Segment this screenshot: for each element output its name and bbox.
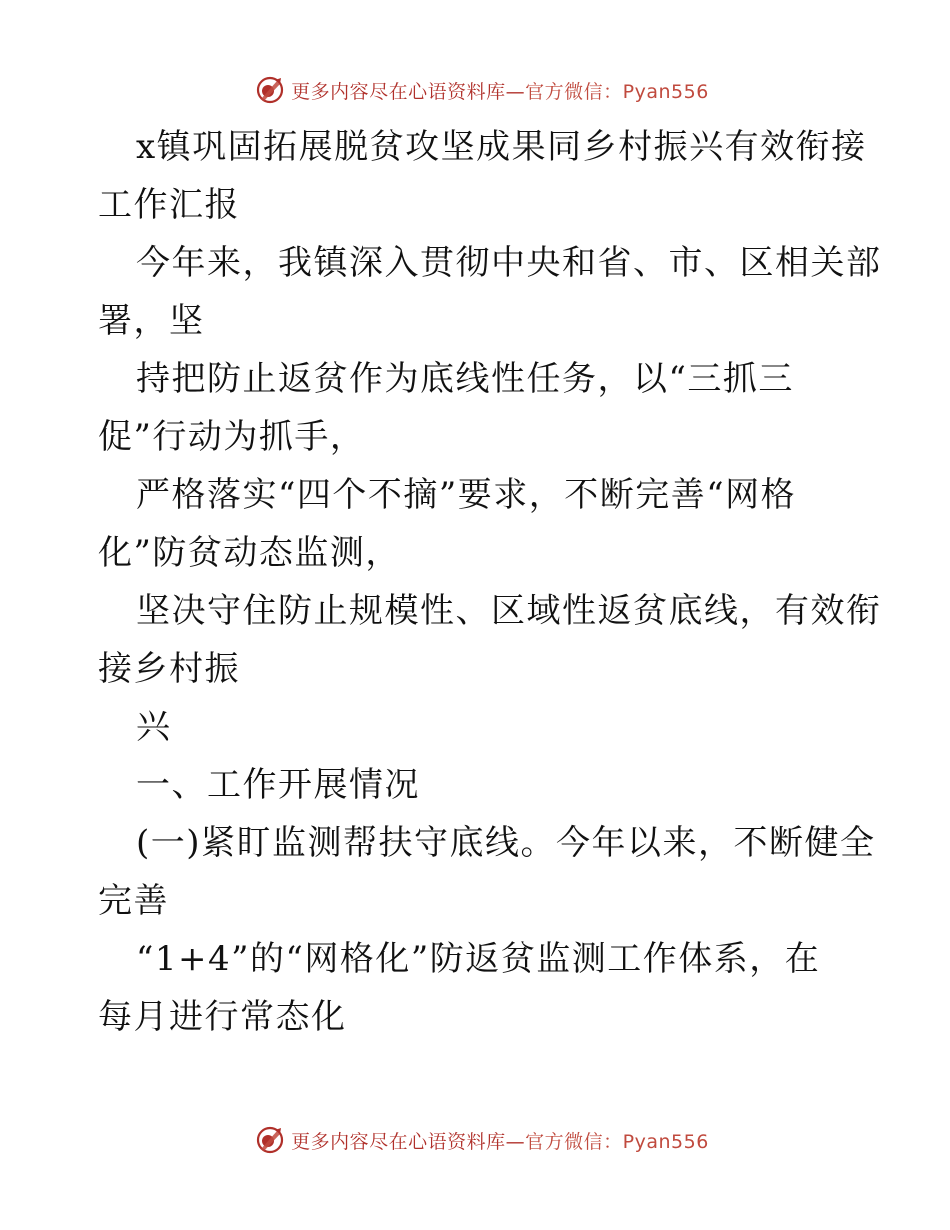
paragraph-line: 署，坚 (98, 301, 205, 341)
paragraph-line: 坚决守住防止规模性、区域性返贫底线，有效衔 (136, 591, 882, 631)
watermark-text: 更多内容尽在心语资料库—官方微信：Pyan556 (291, 1130, 709, 1153)
paragraph-line: 促”行动为抓手， (98, 417, 366, 457)
watermark-text: 更多内容尽在心语资料库—官方微信：Pyan556 (291, 80, 709, 103)
paragraph-line: (一)紧盯监测帮扶守底线。今年以来，不断健全 (136, 823, 876, 863)
paragraph-line: 每月进行常态化 (98, 997, 347, 1037)
section-heading: 一、工作开展情况 (136, 765, 420, 805)
paragraph-line: 今年来，我镇深入贯彻中央和省、市、区相关部 (136, 243, 882, 283)
header-watermark (0, 70, 950, 110)
paragraph-line: 完善 (98, 881, 169, 921)
paragraph-line: 持把防止返贫作为底线性任务，以“三抓三 (136, 359, 794, 399)
title-line-2: 工作汇报 (98, 185, 240, 225)
pen-logo-icon (255, 1125, 285, 1155)
footer-watermark (0, 1120, 950, 1160)
paragraph-line: 化”防贫动态监测， (98, 533, 401, 573)
paragraph-line: 兴 (136, 707, 172, 747)
paragraph-line: “1+4”的“网格化”防返贫监测工作体系，在 (136, 939, 821, 979)
title-line-1: x镇巩固拓展脱贫攻坚成果同乡村振兴有效衔接 (136, 127, 867, 167)
pen-logo-icon (255, 75, 285, 105)
paragraph-line: 严格落实“四个不摘”要求，不断完善“网格 (136, 475, 797, 515)
document-body (98, 118, 882, 1046)
paragraph-line: 接乡村振 (98, 649, 240, 689)
